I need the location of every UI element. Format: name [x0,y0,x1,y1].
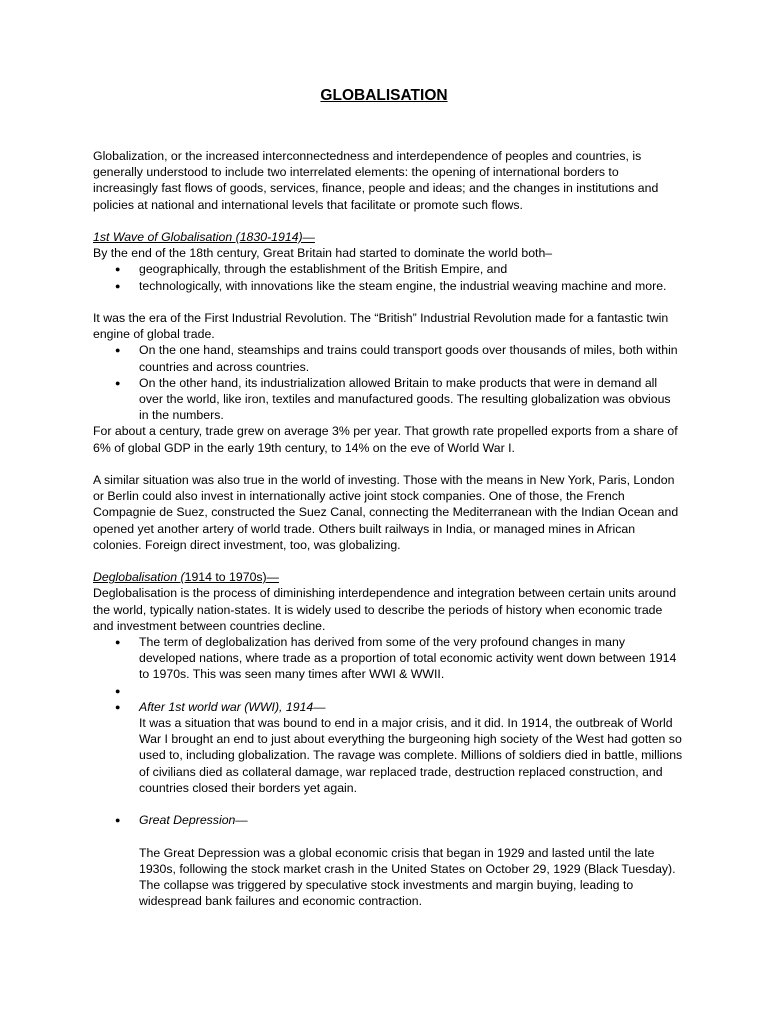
document-body [93,148,683,909]
list-item-ww1 [93,699,683,812]
deglobalisation-paragraph: Deglobalisation is the process of diminishing interdependence and integration between certain units around the world, typically nation-states. It is widely used to describe the periods of history when economic trade and investment between countries decline. [93,586,677,633]
list-item: ● The term of deglobalization has derived from some of the very profound changes in many developed nations, where trade as a proportion of total economic activity went down between 1914 to 1970s. This was seen many times after WWI & WWII. [93,634,683,683]
great-depression-text: The Great Depression was a global economic crisis that began in 1929 and lasted until the late 1930s, following the stock market crash in the United States on October 29, 1929 (Black Tuesday). The collapse was triggered by speculative stock investments and margin buying, leading to widespread bank failures and economic contraction. [139,845,676,909]
ww1-text: It was a situation that was bound to end in a major crisis, and it did. In 1914, the outbreak of World War I brought an end to just about everything the burgeoning high society of the West had gotten so used to, including globalization. The ravage was complete. Millions of soldiers died in battle, millions of civilians died as collateral damage, war replaced trade, destruction replaced construction, and countries closed their borders yet again. [139,716,683,795]
deglob-heading-rest: 1914 to 1970s)— [184,570,279,585]
first-wave-bullets [93,261,683,293]
industrial-revolution-paragraph: It was the era of the First Industrial Revolution. The “British” Industrial Revolution made for a fantastic twin engine of global trade. [93,311,669,342]
ww1-heading: ● After 1st world war (WWI), 1914— [139,699,326,714]
investing-paragraph: A similar situation was also true in the world of investing. Those with the means in New York, Paris, London or Berlin could also invest in internationally active joint stock companies. One of those, the French Compagnie de Suez, constructed the Suez Canal, connecting the Mediterranean with the Indian Ocean and opened yet another artery of world trade. Others built railways in India, or managed mines in African colonies. Foreign direct investment, too, was globalizing. [93,473,679,552]
list-item: ● On the other hand, its industrialization allowed Britain to make products that were in demand all over the world, like iron, textiles and manufactured goods. The resulting globalization was obvious in the numbers. [93,375,683,424]
trade-growth-paragraph: For about a century, trade grew on average 3% per year. That growth rate propelled exports from a share of 6% of global GDP in the early 19th century, to 14% on the eve of World War I. [93,424,678,455]
spacer [93,683,683,699]
first-wave-lead: By the end of the 18th century, Great Britain had started to dominate the world both– [93,246,553,261]
deglob-heading-italic: Deglobalisation ( [93,570,185,585]
section-heading-deglobalisation [93,569,683,585]
trade-engine-bullets [93,342,683,423]
great-depression-heading: ● Great Depression— [139,813,248,828]
ww1-bullet-list [93,699,683,910]
list-item-great-depression [93,812,683,909]
list-item: ● technologically, with innovations like the steam engine, the industrial weaving machine and more. [93,278,683,294]
list-item: ● geographically, through the establishment of the British Empire, and [93,261,683,277]
page-title: GLOBALISATION [320,87,448,104]
list-item: ● On the one hand, steamships and trains could transport goods over thousands of miles, both within countries and across countries. [93,342,683,374]
deglobalisation-bullets [93,634,683,699]
intro-paragraph: Globalization, or the increased interconnectedness and interdependence of peoples and countries, is generally understood to include two interrelated elements: the opening of international borders to increasingly fast flows of goods, services, finance, people and ideas; and the changes in institutions and policies at national and international levels that facilitate or promote such flows. [93,149,659,212]
section-heading-first-wave: 1st Wave of Globalisation (1830-1914)— [93,230,315,244]
